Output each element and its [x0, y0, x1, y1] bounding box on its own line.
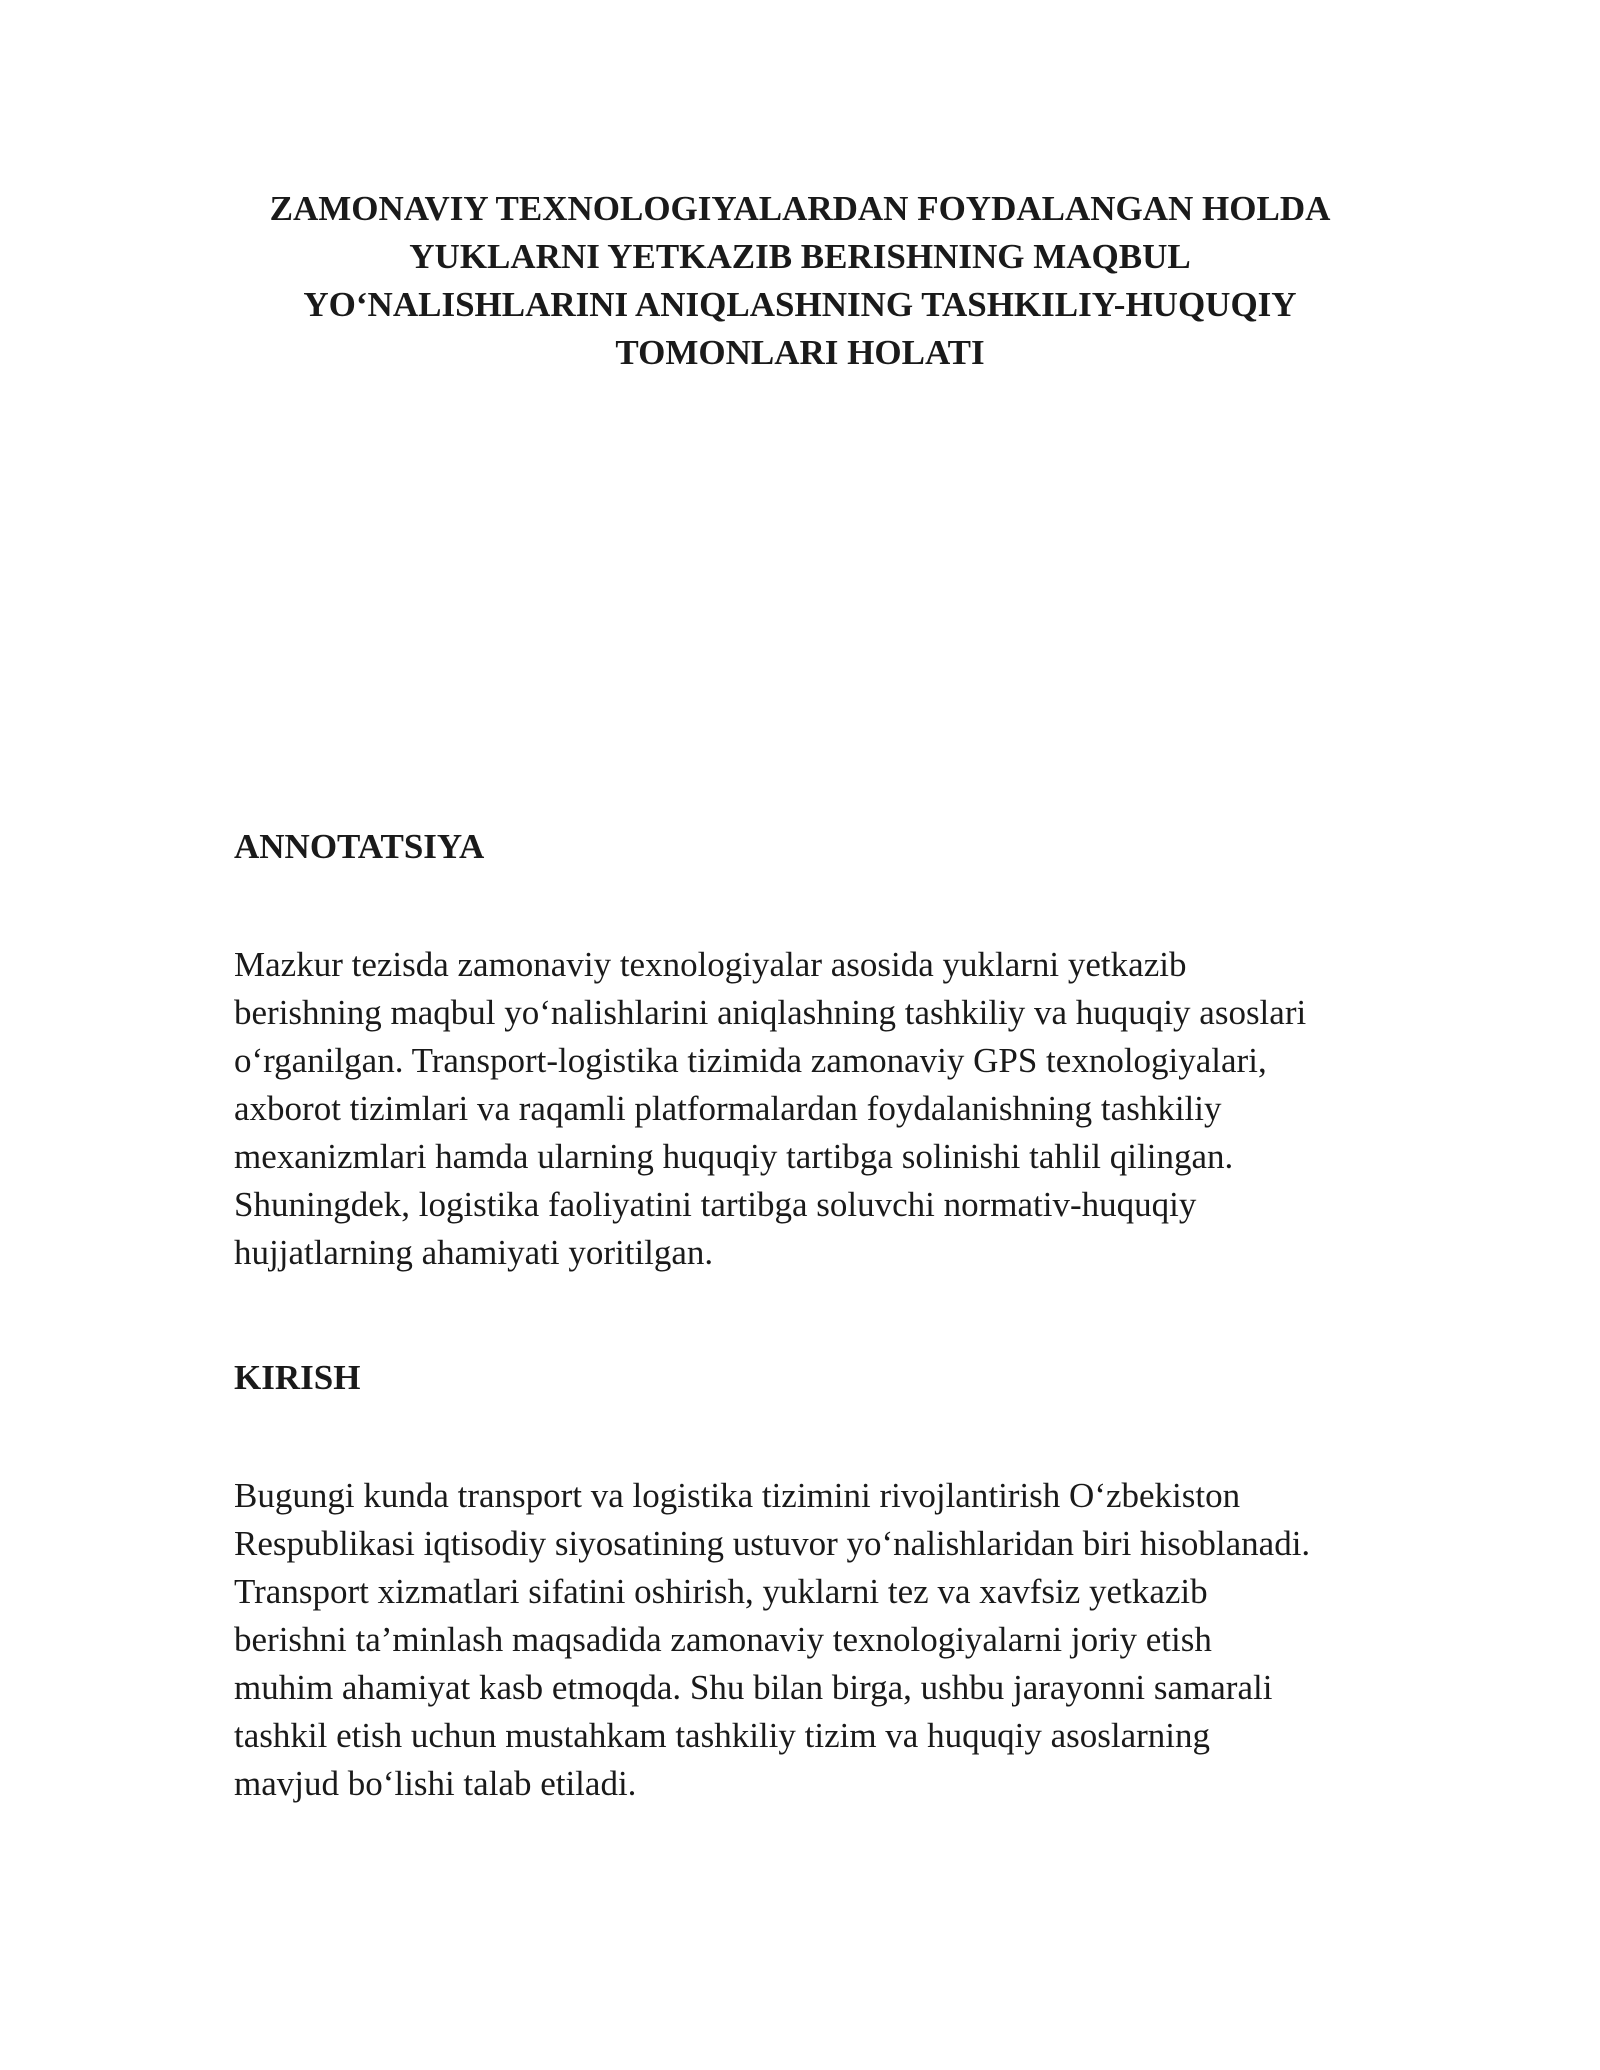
paragraph-line: muhim ahamiyat kasb etmoqda. Shu bilan birga, ushbu jarayonni samarali [234, 1668, 1273, 1707]
title-line: YUKLARNI YETKAZIB BERISHNING MAQBUL [409, 237, 1191, 276]
paragraph-line: o‘rganilgan. Transport-logistika tizimida zamonaviy GPS texnologiyalari, [234, 1041, 1267, 1080]
introduction-paragraph [234, 1472, 1484, 1808]
paragraph-line: Mazkur tezisda zamonaviy texnologiyalar asosida yuklarni yetkazib [234, 945, 1187, 984]
annotation-paragraph [234, 941, 1484, 1277]
paragraph-line: axborot tizimlari va raqamli platformalardan foydalanishning tashkiliy [234, 1089, 1222, 1128]
paragraph-line: Bugungi kunda transport va logistika tizimini rivojlantirish O‘zbekiston [234, 1476, 1241, 1515]
title-line: TOMONLARI HOLATI [615, 333, 985, 372]
title-line: YO‘NALISHLARINI ANIQLASHNING TASHKILIY-HUQUQIY [303, 285, 1297, 324]
paragraph-line: mavjud bo‘lishi talab etiladi. [234, 1764, 637, 1803]
paragraph-line: Shuningdek, logistika faoliyatini tartibga soluvchi normativ-huquqiy [234, 1185, 1197, 1224]
paragraph-line: Transport xizmatlari sifatini oshirish, yuklarni tez va xavfsiz yetkazib [234, 1572, 1208, 1611]
paragraph-line: hujjatlarning ahamiyati yoritilgan. [234, 1233, 714, 1272]
section-heading-kirish: KIRISH [234, 1358, 361, 1397]
paragraph-line: tashkil etish uchun mustahkam tashkiliy tizim va huquqiy asoslarning [234, 1716, 1210, 1755]
paragraph-line: berishni ta’minlash maqsadida zamonaviy texnologiyalarni joriy etish [234, 1620, 1212, 1659]
paragraph-line: berishning maqbul yo‘nalishlarini aniqlashning tashkiliy va huquqiy asoslari [234, 993, 1307, 1032]
paragraph-line: Respublikasi iqtisodiy siyosatining ustuvor yo‘nalishlaridan biri hisoblanadi. [234, 1524, 1311, 1563]
title-line: ZAMONAVIY TEXNOLOGIYALARDAN FOYDALANGAN HOLDA [269, 189, 1331, 228]
section-heading-annotatsiya: ANNOTATSIYA [234, 827, 485, 866]
document-title [200, 185, 1400, 377]
paragraph-line: mexanizmlari hamda ularning huquqiy tartibga solinishi tahlil qilingan. [234, 1137, 1234, 1176]
